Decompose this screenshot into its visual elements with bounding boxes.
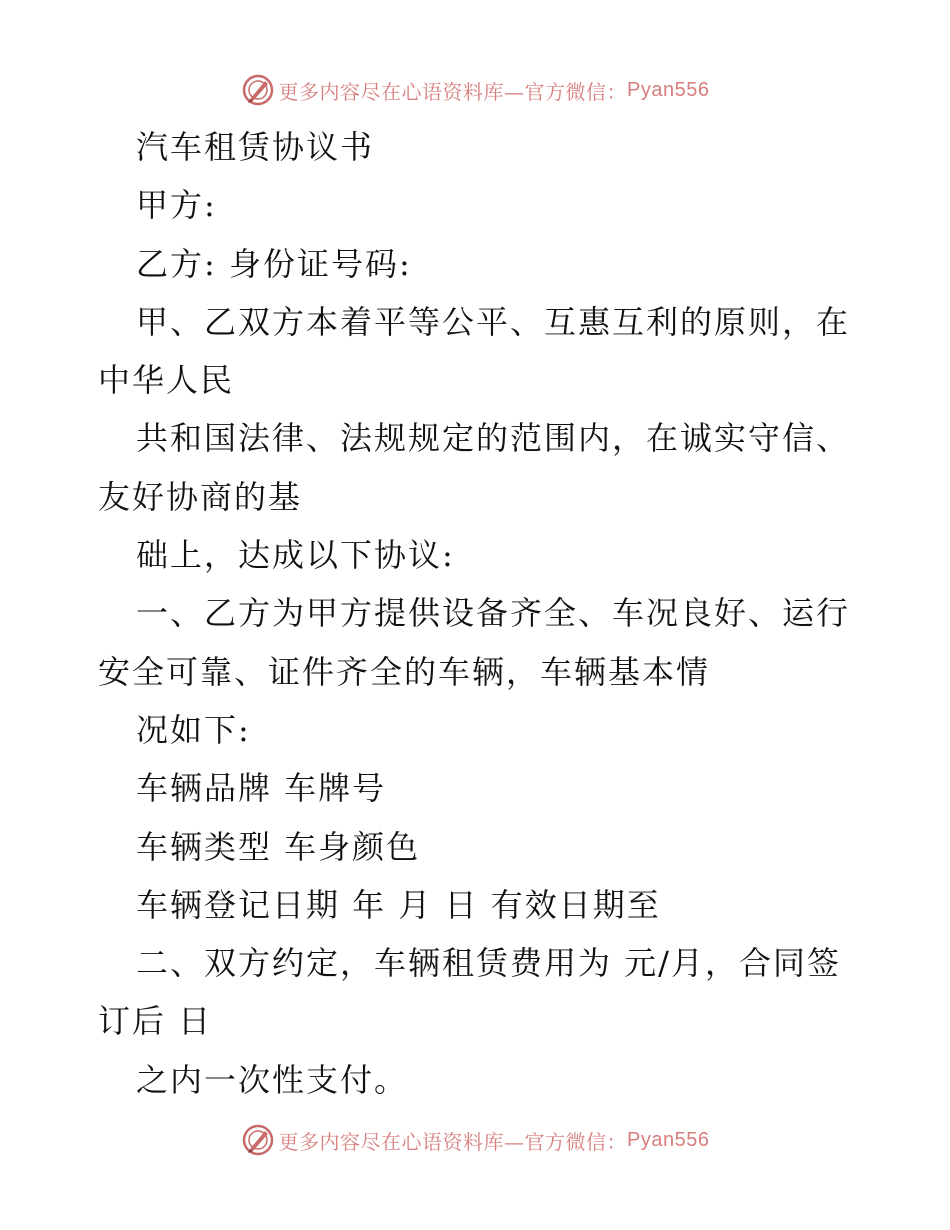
watermark-text: 更多内容尽在心语资料库—官方微信：: [278, 79, 628, 104]
doc-line: 一、乙方为甲方提供设备齐全、车况良好、运行: [136, 594, 851, 633]
doc-line: 中华人民: [98, 361, 235, 400]
doc-line: 之内一次性支付。: [136, 1060, 409, 1099]
pen-logo-icon: [241, 1123, 275, 1157]
watermark-wechat-id: Pyan556: [627, 1128, 710, 1151]
doc-line: 甲方:: [136, 186, 217, 225]
footer-watermark: [0, 1120, 950, 1160]
doc-line: 订后 日: [98, 1002, 213, 1041]
document-body: [98, 118, 868, 1109]
doc-line: 车辆品牌 车牌号: [136, 769, 387, 808]
doc-title: 汽车租赁协议书: [136, 128, 375, 166]
header-watermark: [0, 70, 950, 110]
doc-line: 础上，达成以下协议:: [136, 536, 455, 575]
doc-line: 友好协商的基: [98, 477, 303, 516]
doc-line: 安全可靠、证件齐全的车辆，车辆基本情: [98, 652, 711, 691]
doc-line: 二、双方约定，车辆租赁费用为 元/月，合同签: [136, 944, 841, 983]
doc-line: 况如下:: [136, 710, 251, 749]
doc-line: 甲、乙双方本着平等公平、互惠互利的原则，在: [136, 302, 851, 341]
watermark-text: 更多内容尽在心语资料库—官方微信：: [278, 1129, 628, 1154]
doc-line: 乙方: 身份证号码:: [136, 244, 412, 283]
doc-line: 车辆登记日期 年 月 日 有效日期至: [136, 885, 661, 924]
watermark-wechat-id: Pyan556: [627, 78, 710, 101]
doc-line: 车辆类型 车身颜色: [136, 827, 421, 866]
doc-line: 共和国法律、法规规定的范围内，在诚实守信、: [136, 419, 851, 458]
pen-logo-icon: [241, 73, 275, 107]
